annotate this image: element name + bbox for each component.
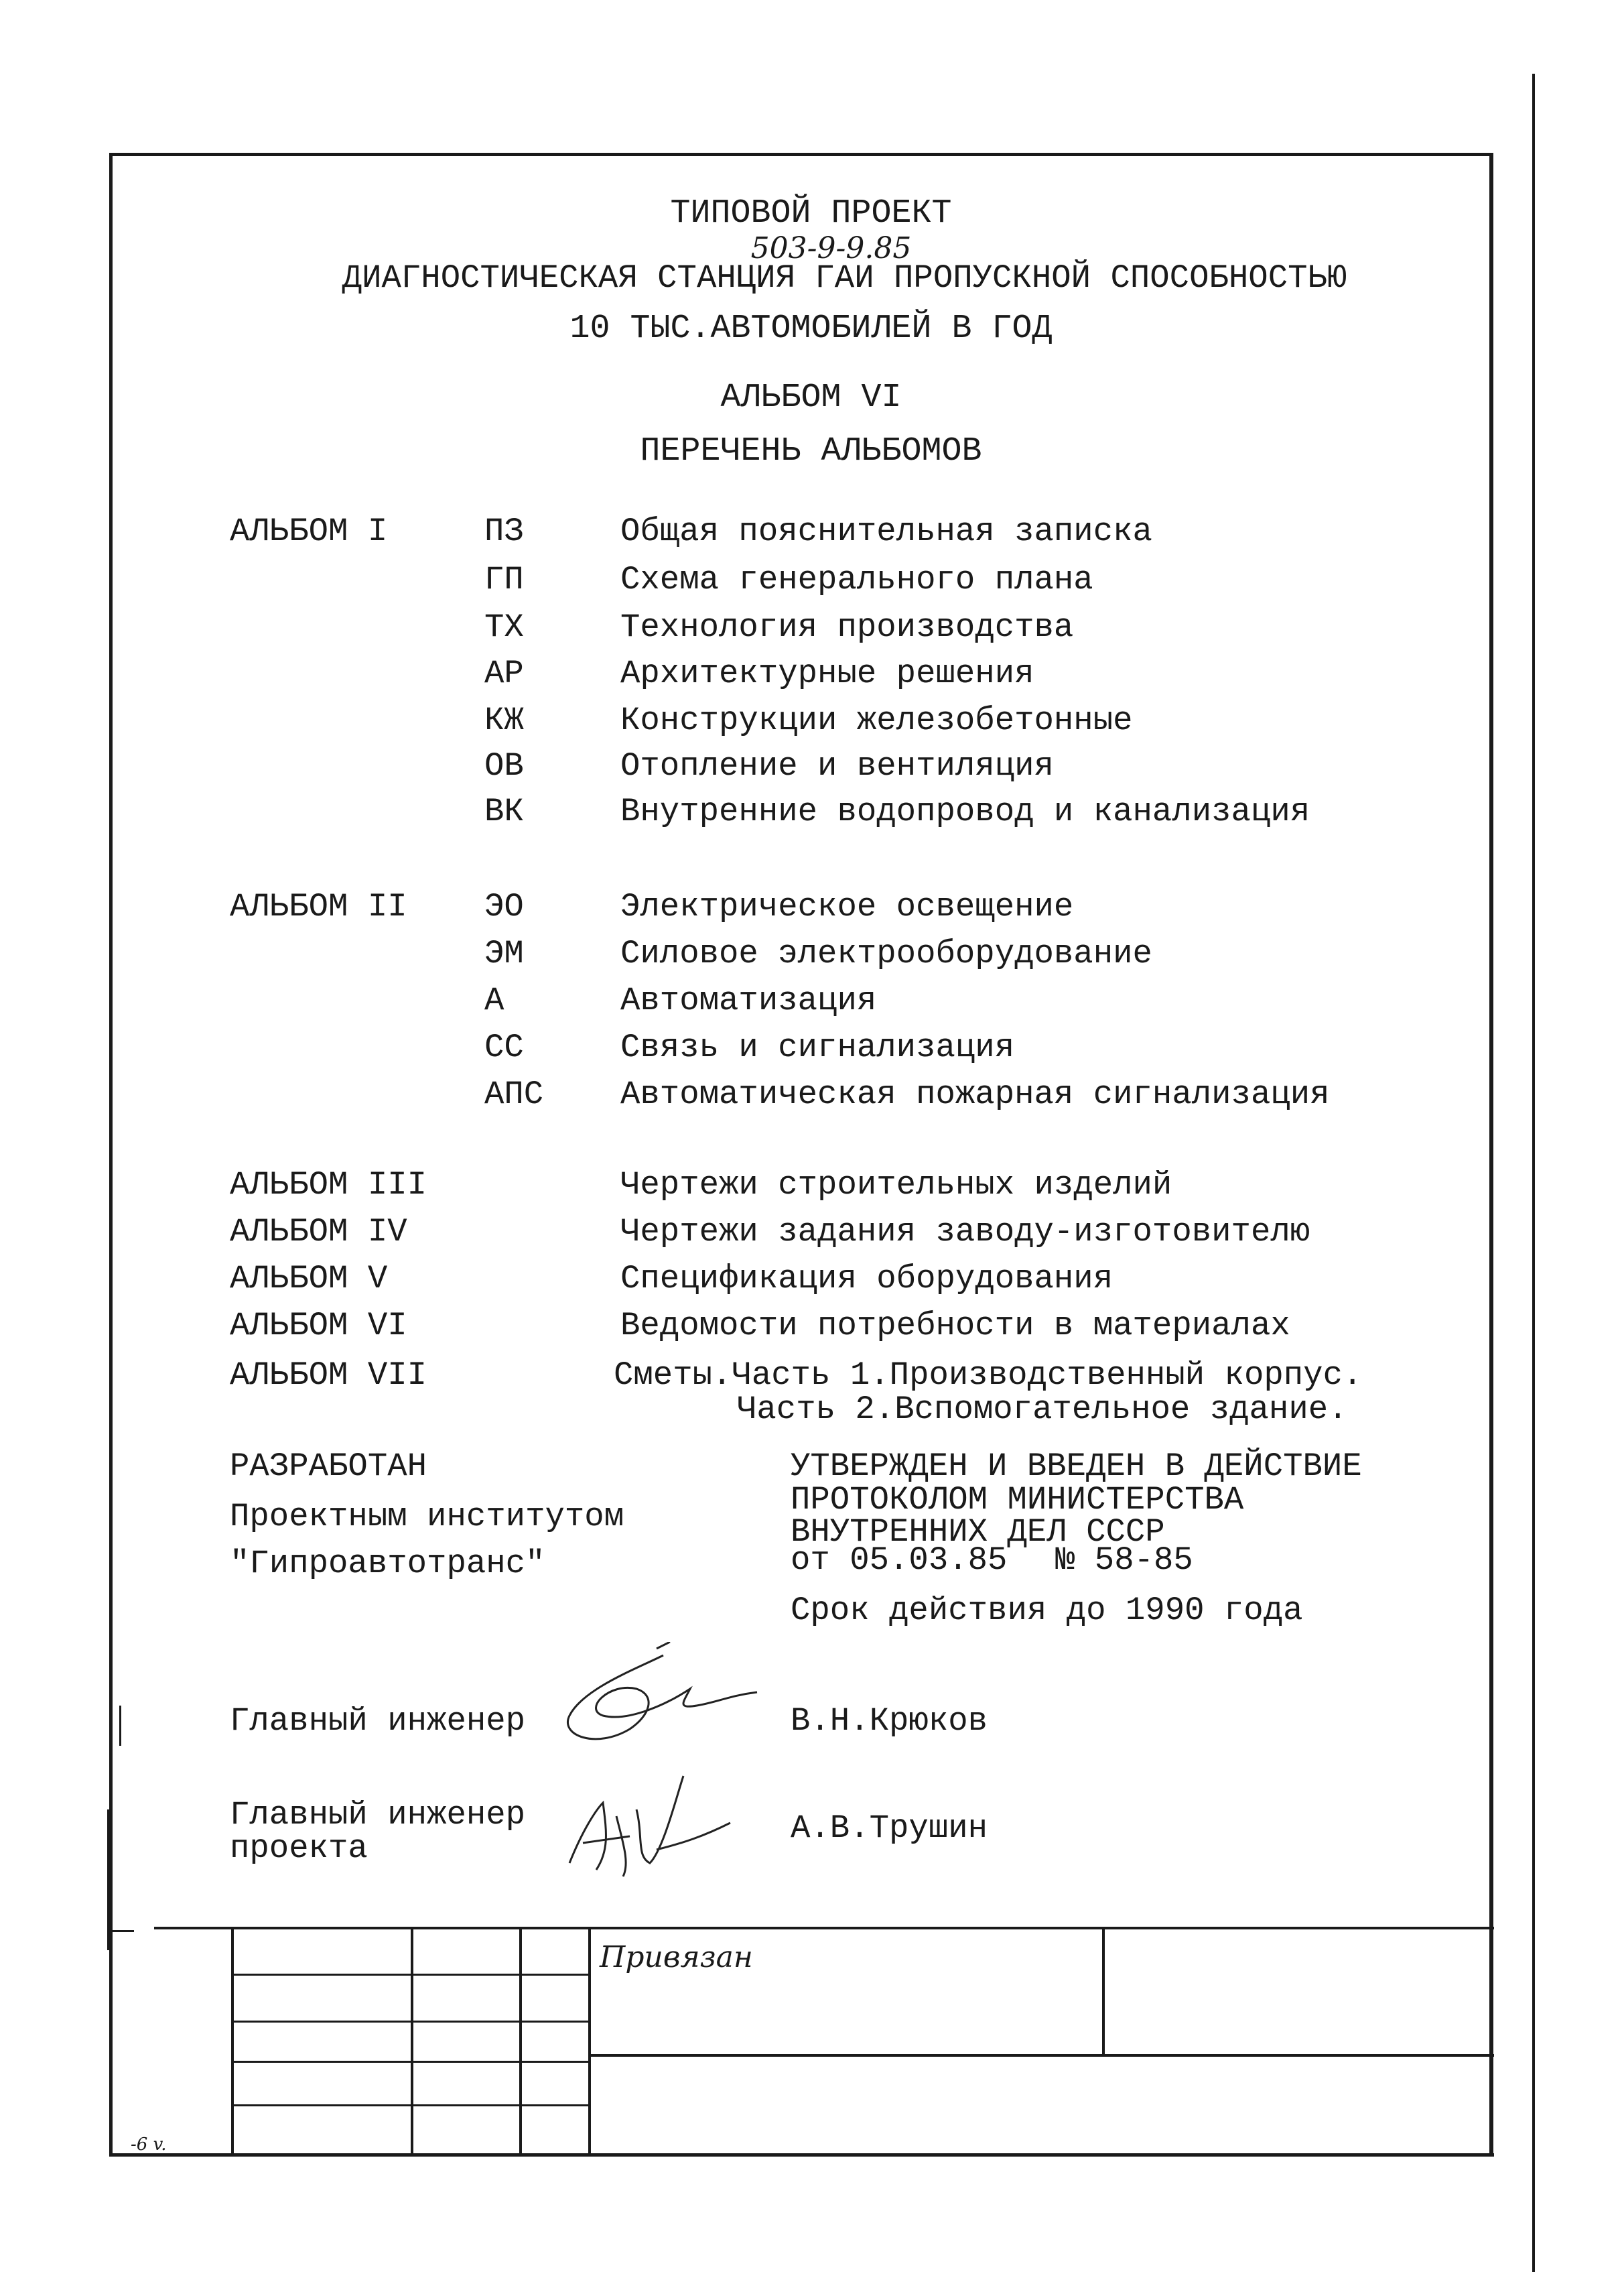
stamp-row-line — [231, 1974, 590, 1976]
signature-role-line1: Главный инженер — [230, 1796, 526, 1834]
stamp-vline — [411, 1927, 413, 2155]
approval-number: № 58-85 — [1055, 1541, 1193, 1579]
stamp-vline — [588, 1927, 591, 2155]
item-title: Ведомости потребности в материалах — [620, 1307, 1290, 1344]
album-5-label: АЛЬБОМ V — [230, 1260, 388, 1297]
item-code: ПЗ — [484, 513, 524, 550]
item-title: Сметы.Часть 1.Производственный корпус. — [614, 1356, 1363, 1394]
item-title: Технология производства — [620, 609, 1074, 646]
list-title: ПЕРЕЧЕНЬ АЛЬБОМОВ — [640, 432, 982, 470]
title-line2: 10 ТЫС.АВТОМОБИЛЕЙ В ГОД — [569, 310, 1053, 348]
stamp-vline — [1102, 1927, 1105, 2054]
item-title: Отопление и вентиляция — [620, 747, 1054, 785]
developer-label: РАЗРАБОТАН — [230, 1448, 427, 1485]
signature-trushin-icon — [556, 1769, 744, 1890]
signature-role-line2: проекта — [230, 1830, 368, 1867]
album-3-label: АЛЬБОМ III — [230, 1166, 427, 1204]
item-title: Автоматизация — [620, 982, 877, 1019]
stamp-mid-line — [590, 2054, 1494, 2057]
item-title: Чертежи строительных изделий — [620, 1166, 1172, 1204]
album-label: АЛЬБОМ VI — [720, 379, 902, 417]
cut-mark — [107, 1930, 134, 1932]
item-code: ВК — [484, 793, 524, 830]
item-code: АПС — [484, 1076, 544, 1113]
album-1-label: АЛЬБОМ I — [230, 513, 388, 550]
developer-line2: "Гипроавтотранс" — [230, 1545, 545, 1582]
item-code: ЭМ — [484, 935, 524, 972]
signature-kryukov-icon — [556, 1642, 791, 1756]
signature-role: Главный инженер — [230, 1702, 526, 1740]
stamp-vline — [231, 1927, 234, 2155]
item-code: ЭО — [484, 888, 524, 926]
cut-mark — [107, 1809, 109, 1950]
item-title: Конструкции железобетонные — [620, 702, 1133, 739]
project-type: ТИПОВОЙ ПРОЕКТ — [670, 194, 952, 233]
item-title: Общая пояснительная записка — [620, 513, 1152, 550]
item-title: Часть 2.Вспомогательное здание. — [737, 1391, 1348, 1428]
developer-line1: Проектным институтом — [230, 1498, 624, 1535]
signature-name: В.Н.Крюков — [791, 1702, 988, 1740]
item-title: Электрическое освещение — [620, 888, 1074, 926]
approval-line1: УТВЕРЖДЕН И ВВЕДЕН В ДЕЙСТВИЕ — [791, 1448, 1362, 1485]
stamp-vline — [519, 1927, 522, 2155]
project-code: 503-9-9.85 — [750, 231, 912, 265]
item-code: А — [484, 982, 504, 1019]
side-mark: -6 v. — [131, 2134, 167, 2155]
stamp-row-line — [231, 2061, 590, 2063]
stamp-row-line — [231, 2021, 590, 2023]
item-title: Архитектурные решения — [620, 655, 1034, 692]
item-code: ГП — [484, 561, 524, 598]
stamp-top-line — [154, 1927, 1494, 1929]
album-6-label: АЛЬБОМ VI — [230, 1307, 407, 1344]
signature-name: А.В.Трушин — [791, 1809, 988, 1847]
item-code: КЖ — [484, 702, 524, 739]
cut-mark — [119, 1706, 121, 1746]
item-title: Чертежи задания заводу-изготовителю — [620, 1213, 1310, 1251]
item-title: Внутренние водопровод и канализация — [620, 793, 1310, 830]
album-7-label: АЛЬБОМ VII — [230, 1356, 427, 1394]
item-title: Силовое электрооборудование — [620, 935, 1152, 972]
item-title: Схема генерального плана — [620, 561, 1093, 598]
item-code: АР — [484, 655, 524, 692]
approval-date: от 05.03.85 — [791, 1541, 1008, 1579]
item-code: СС — [484, 1029, 524, 1066]
item-title: Автоматическая пожарная сигнализация — [620, 1076, 1330, 1113]
validity: Срок действия до 1990 года — [791, 1592, 1303, 1629]
album-2-label: АЛЬБОМ II — [230, 888, 407, 926]
title-line1: ДИАГНОСТИЧЕСКАЯ СТАНЦИЯ ГАИ ПРОПУСКНОЙ СПОСОБНОСТЬЮ — [342, 259, 1347, 297]
stamp-bottom-line — [113, 2153, 1494, 2157]
bound-label: Привязан — [600, 1940, 753, 1974]
item-code: ОВ — [484, 747, 524, 785]
stamp-row-line — [231, 2104, 590, 2106]
album-4-label: АЛЬБОМ IV — [230, 1213, 407, 1251]
approval-line3: ВНУТРЕННИХ ДЕЛ СССР — [791, 1513, 1165, 1551]
item-code: ТХ — [484, 609, 524, 646]
item-title: Связь и сигнализация — [620, 1029, 1015, 1066]
approval-line2: ПРОТОКОЛОМ МИНИСТЕРСТВА — [791, 1481, 1244, 1519]
item-title: Спецификация оборудования — [620, 1260, 1113, 1297]
